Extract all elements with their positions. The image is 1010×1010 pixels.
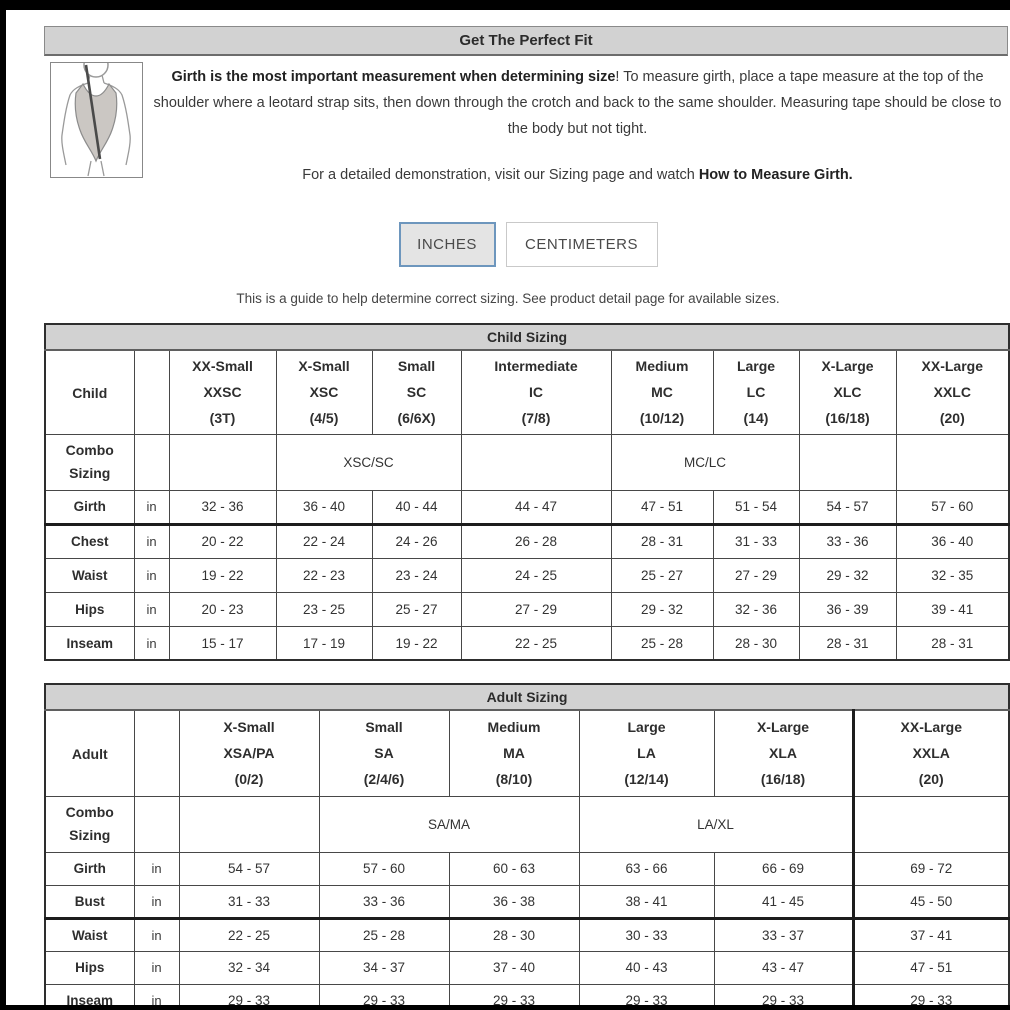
size-cell: 17 - 19 (276, 626, 372, 660)
adult-hips-row: Hips in 32 - 34 34 - 37 37 - 40 40 - 43 43 - 47 47 - 51 (45, 951, 1009, 984)
size-cell: 33 - 37 (714, 918, 853, 951)
child-table-title: Child Sizing (45, 324, 1009, 350)
combo-sizing-label: Combo Sizing (45, 796, 134, 852)
size-cell: 32 - 34 (179, 951, 319, 984)
girth-measurement-illustration (50, 62, 143, 178)
col-small: Small SA (2/4/6) (319, 710, 449, 796)
size-cell: 20 - 22 (169, 524, 276, 558)
adult-inseam-row: Inseam in 29 - 33 29 - 33 29 - 33 29 - 33 29 - 33 29 - 33 (45, 984, 1009, 1005)
size-cell: 22 - 25 (461, 626, 611, 660)
size-cell: 37 - 40 (449, 951, 579, 984)
size-cell: 19 - 22 (169, 558, 276, 592)
size-cell: 29 - 33 (319, 984, 449, 1005)
size-cell: 69 - 72 (853, 852, 1009, 885)
size-cell: 36 - 39 (799, 592, 896, 626)
size-cell: 19 - 22 (372, 626, 461, 660)
adult-group-label: Adult (45, 710, 134, 796)
empty-cell (853, 796, 1009, 852)
col-x-large: X-Large XLA (16/18) (714, 710, 853, 796)
size-cell: 29 - 32 (611, 592, 713, 626)
col-intermediate: Intermediate IC (7/8) (461, 350, 611, 434)
combo-sizing-label: Combo Sizing (45, 434, 134, 490)
leotard-figure-icon (51, 63, 142, 177)
size-cell: 40 - 43 (579, 951, 714, 984)
empty-cell (799, 434, 896, 490)
size-cell: 23 - 24 (372, 558, 461, 592)
size-cell: 31 - 33 (713, 524, 799, 558)
adult-bust-row: Bust in 31 - 33 33 - 36 36 - 38 38 - 41 41 - 45 45 - 50 (45, 885, 1009, 918)
adult-waist-row: Waist in 22 - 25 25 - 28 28 - 30 30 - 33 33 - 37 37 - 41 (45, 918, 1009, 951)
empty-cell (896, 434, 1009, 490)
combo-mc-lc: MC/LC (611, 434, 799, 490)
size-cell: 54 - 57 (179, 852, 319, 885)
size-cell: 29 - 32 (799, 558, 896, 592)
child-group-label: Child (45, 350, 134, 434)
col-large: Large LA (12/14) (579, 710, 714, 796)
size-cell: 30 - 33 (579, 918, 714, 951)
col-xx-small: XX-Small XXSC (3T) (169, 350, 276, 434)
combo-sa-ma: SA/MA (319, 796, 579, 852)
size-cell: 47 - 51 (853, 951, 1009, 984)
size-cell: 45 - 50 (853, 885, 1009, 918)
demo-prefix: For a detailed demonstration, visit our Sizing page and watch (302, 167, 699, 184)
size-cell: 66 - 69 (714, 852, 853, 885)
col-xx-large: XX-Large XXLC (20) (896, 350, 1009, 434)
unit-toggle (26, 222, 1010, 267)
size-cell: 38 - 41 (579, 885, 714, 918)
size-cell: 27 - 29 (461, 592, 611, 626)
size-cell: 36 - 38 (449, 885, 579, 918)
size-cell: 31 - 33 (179, 885, 319, 918)
girth-instructions (153, 62, 1002, 188)
combo-xsc-sc: XSC/SC (276, 434, 461, 490)
col-large: Large LC (14) (713, 350, 799, 434)
size-cell: 25 - 28 (319, 918, 449, 951)
size-cell: 26 - 28 (461, 524, 611, 558)
size-cell: 25 - 27 (611, 558, 713, 592)
child-hips-row: Hips in 20 - 23 23 - 25 25 - 27 27 - 29 29 - 32 32 - 36 36 - 39 39 - 41 (45, 592, 1009, 626)
size-cell: 29 - 33 (579, 984, 714, 1005)
demo-bold: How to Measure Girth. (698, 167, 853, 184)
size-cell: 22 - 24 (276, 524, 372, 558)
size-cell: 15 - 17 (169, 626, 276, 660)
adult-girth-row: Girth in 54 - 57 57 - 60 60 - 63 63 - 66 66 - 69 69 - 72 (45, 852, 1009, 885)
adult-sizing-table (44, 683, 1010, 1005)
adult-header-row (45, 710, 1009, 796)
size-cell: 28 - 31 (799, 626, 896, 660)
size-cell: 36 - 40 (896, 524, 1009, 558)
child-combo-row (45, 434, 1009, 490)
centimeters-button[interactable]: CENTIMETERS (506, 222, 658, 267)
size-cell: 29 - 33 (714, 984, 853, 1005)
empty-cell (134, 710, 179, 796)
adult-combo-row (45, 796, 1009, 852)
adult-table-title: Adult Sizing (45, 684, 1009, 710)
size-cell: 25 - 28 (611, 626, 713, 660)
size-cell: 51 - 54 (713, 490, 799, 524)
size-cell: 41 - 45 (714, 885, 853, 918)
size-cell: 57 - 60 (896, 490, 1009, 524)
col-medium: Medium MC (10/12) (611, 350, 713, 434)
empty-cell (134, 350, 169, 434)
size-cell: 32 - 36 (713, 592, 799, 626)
size-cell: 29 - 33 (179, 984, 319, 1005)
combo-la-xl: LA/XL (579, 796, 853, 852)
child-girth-row: Girth in 32 - 36 36 - 40 40 - 44 44 - 47 47 - 51 51 - 54 54 - 57 57 - 60 (45, 490, 1009, 524)
size-cell: 20 - 23 (169, 592, 276, 626)
size-cell: 47 - 51 (611, 490, 713, 524)
empty-cell (134, 434, 169, 490)
size-cell: 24 - 26 (372, 524, 461, 558)
size-cell: 33 - 36 (799, 524, 896, 558)
empty-cell (461, 434, 611, 490)
size-cell: 33 - 36 (319, 885, 449, 918)
size-cell: 54 - 57 (799, 490, 896, 524)
size-cell: 63 - 66 (579, 852, 714, 885)
child-waist-row: Waist in 19 - 22 22 - 23 23 - 24 24 - 25 25 - 27 27 - 29 29 - 32 32 - 35 (45, 558, 1009, 592)
size-cell: 36 - 40 (276, 490, 372, 524)
size-cell: 28 - 31 (896, 626, 1009, 660)
empty-cell (134, 796, 179, 852)
size-cell: 44 - 47 (461, 490, 611, 524)
child-chest-row: Chest in 20 - 22 22 - 24 24 - 26 26 - 28 28 - 31 31 - 33 33 - 36 36 - 40 (45, 524, 1009, 558)
size-cell: 29 - 33 (853, 984, 1009, 1005)
size-cell: 28 - 31 (611, 524, 713, 558)
child-inseam-row: Inseam in 15 - 17 17 - 19 19 - 22 22 - 25 25 - 28 28 - 30 28 - 31 28 - 31 (45, 626, 1009, 660)
col-small: Small SC (6/6X) (372, 350, 461, 434)
col-xx-large: XX-Large XXLA (20) (853, 710, 1009, 796)
size-cell: 27 - 29 (713, 558, 799, 592)
col-medium: Medium MA (8/10) (449, 710, 579, 796)
size-cell: 28 - 30 (713, 626, 799, 660)
page (6, 10, 1010, 1005)
size-cell: 43 - 47 (714, 951, 853, 984)
child-header-row (45, 350, 1009, 434)
page-title: Get The Perfect Fit (44, 26, 1008, 56)
intro-section (50, 62, 1002, 188)
size-cell: 28 - 30 (449, 918, 579, 951)
empty-cell (169, 434, 276, 490)
sizing-guide-note: This is a guide to help determine correct sizing. See product detail page for available sizes. (236, 291, 780, 307)
col-x-large: X-Large XLC (16/18) (799, 350, 896, 434)
girth-instructions-rest: ! To measure girth, place a tape measure at the top of the shoulder where a leotard strap sits, then down through the crotch and back to the same shoulder. Measuring tape should be close to the body but not tight. (153, 69, 1002, 138)
size-cell: 25 - 27 (372, 592, 461, 626)
size-cell: 32 - 36 (169, 490, 276, 524)
size-cell: 23 - 25 (276, 592, 372, 626)
size-cell: 34 - 37 (319, 951, 449, 984)
col-x-small: X-Small XSC (4/5) (276, 350, 372, 434)
empty-cell (179, 796, 319, 852)
size-cell: 37 - 41 (853, 918, 1009, 951)
col-x-small: X-Small XSA/PA (0/2) (179, 710, 319, 796)
size-cell: 39 - 41 (896, 592, 1009, 626)
child-sizing-table (44, 323, 1010, 661)
size-cell: 60 - 63 (449, 852, 579, 885)
girth-instructions-bold: Girth is the most important measurement when determining size (171, 69, 616, 85)
size-cell: 24 - 25 (461, 558, 611, 592)
size-cell: 57 - 60 (319, 852, 449, 885)
size-cell: 40 - 44 (372, 490, 461, 524)
size-cell: 22 - 25 (179, 918, 319, 951)
inches-button[interactable]: INCHES (399, 222, 496, 267)
size-cell: 22 - 23 (276, 558, 372, 592)
demo-line (153, 162, 1002, 188)
size-cell: 29 - 33 (449, 984, 579, 1005)
size-cell: 32 - 35 (896, 558, 1009, 592)
